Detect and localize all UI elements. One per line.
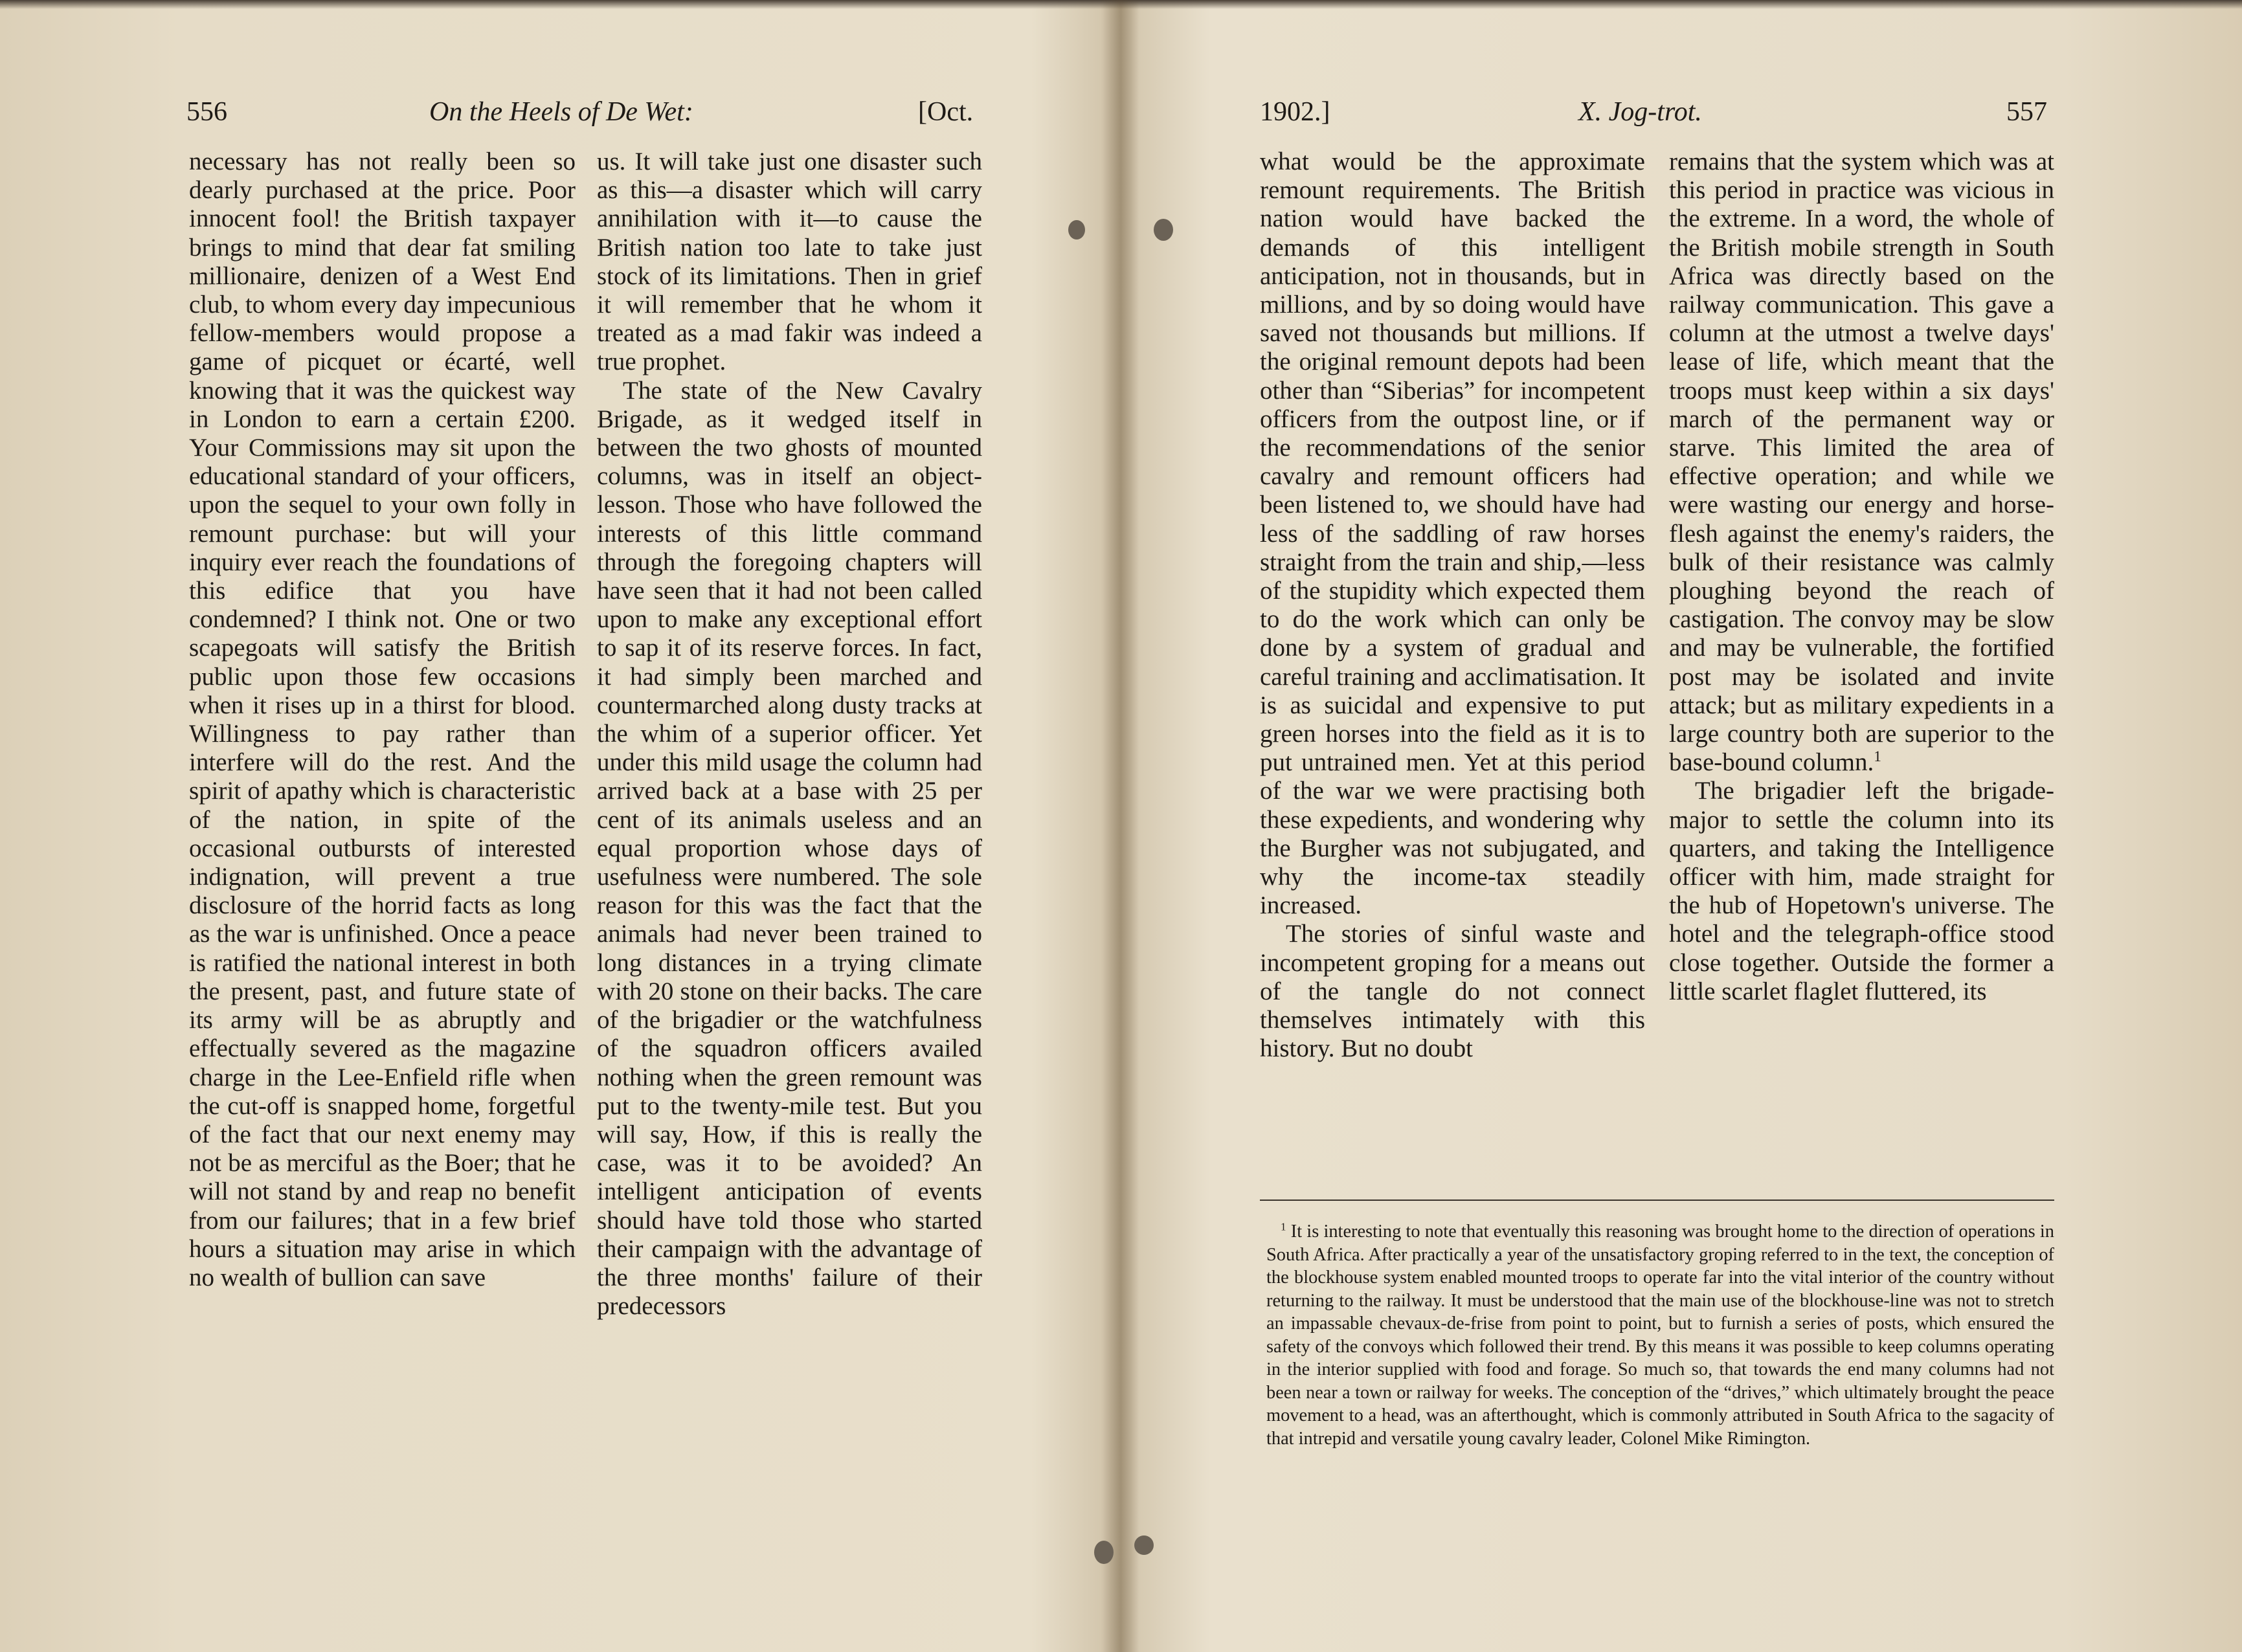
footnote-paragraph [1266,1220,2054,1450]
footnote-rule [1260,1200,2054,1201]
footnote-reference: 1 [1874,748,1881,766]
text-column-1 [1260,148,1645,1064]
paragraph: The state of the New Cavalry Brigade, as it wedged itself in between the two ghosts of mounted columns, was in itself an object-lesson. Those who have followed the interests of this little command through the foregoing chapters will have seen that it had not been called upon to make any exceptional effort to sap it of its reserve forces. In fact, it had simply been marched and countermarched along dusty tracks at the whim of a superior officer. Yet under this mild usage the column had arrived back at a base with 25 per cent of its animals useless and an equal proportion whose days of usefulness were numbered. The sole reason for this was the fact that the animals had never been trained to long distances in a trying climate with 20 stone on their backs. The care of the brigadier or the watchfulness of the squadron officers availed nothing when the green remount was put to the twenty-mile test. But you will say, How, if this is really the case, was it to be avoided? An intelligent anticipation of events should have told those who started their campaign with the advantage of the three months' failure of their predecessors [597,376,982,1321]
text-column-2 [597,148,982,1321]
paragraph: us. It will take just one disaster such as this—a disaster which will carry annihilation with it—to cause the British nation too late to take just stock of its limitations. Then in grief it will remember that he whom it treated as a mad fakir was indeed a true prophet. [597,148,982,376]
running-title: X. Jog-trot. [1578,97,1702,127]
paragraph: The brigadier left the brigade-major to settle the column into its quarters, and taking the Intelligence officer with him, made straight for the hub of Hopetown's universe. The hotel and the telegraph-office stood close together. Outside the former a little scarlet flaglet fluttered, its [1669,777,2054,1005]
footnote-text: It is interesting to note that eventually this reasoning was brought home to the direction of operations in South Africa. After practically a year of the unsatisfactory groping referred to in the text, the conception of the blockhouse system enabled mounted troops to operate far into the vital interior of the country without returning to the railway. It must be understood that the main use of the blockhouse-line was not to stretch an impassable chevaux-de-frise from point to point, but to furnish a series of posts, which ensured the safety of the convoys which followed their trend. By this means it was possible to keep columns operating in the interior supplied with food and forage. So much so, that towards the end many columns had not been near a town or railway for weeks. The conception of the “drives,” which ultimately brought the peace movement to a head, was an afterthought, which is commonly attributed in South Africa to the sagacity of that intrepid and versatile young cavalry leader, Colonel Mike Rimington. [1266,1222,2055,1449]
right-page-header [1121,89,2242,135]
text-column-1 [189,148,576,1292]
paragraph-text: remains that the system which was at this period in practice was vicious in the extreme. In a word, the whole of the British mobile strength in South Africa was directly based on the railway communication. This gave a column at the utmost a twelve days' lease of life, which meant that the troops must keep within a six days' march of the permanent way or starve. This limited the area of effective operation; and while we were wasting our energy and horse-flesh against the enemy's raiders, the bulk of their resistance was calmly ploughing beyond the reach of castigation. The convoy may be slow and may be vulnerable, the fortified post may be isolated and invite attack; but as military expedients in a large country both are superior to the base-bound column. [1669,148,2054,777]
footnote-marker: 1 [1281,1220,1286,1233]
paragraph: what would be the approximate remount requirements. The British nation would have backed the demands of this intelligent anticipation, not in thousands, but in millions, and by so doing would have saved not thousands but millions. If the original remount depots had been other than “Siberias” for incompetent officers from the outpost line, or if the recommendations of the senior cavalry and remount officers had been listened to, we should have had less of the saddling of raw horses straight from the train and ship,—less of the stupidity which expected them to do the work which can only be done by a system of gradual and careful training and acclimatisation. It is as suicidal and expensive to put green horses into the field as it is to put untrained men. Yet at this period of the war we were practising both these expedients, and wondering why the Burgher was not subjugated, and why the income-tax steadily increased. [1260,148,1645,920]
paragraph: The stories of sinful waste and incompetent groping for a means out of the tangle do not connect themselves intimately with this history. But no doubt [1260,920,1645,1063]
footnote [1266,1220,2054,1450]
paragraph [1669,148,2054,777]
date-mark: 1902.] [1260,97,1330,127]
left-page-header [0,89,1121,135]
paragraph: necessary has not really been so dearly purchased at the price. Poor innocent fool! the British taxpayer brings to mind that dear fat smiling millionaire, denizen of a West End club, to whom every day impecunious fellow-members would propose a game of picquet or écarté, well knowing that it was the quickest way in London to earn a certain £200. Your Commissions may sit upon the educational standard of your officers, upon the sequel to your own folly in remount purchase: but will your inquiry ever reach the foundations of this edifice that you have condemned? I think not. One or two scapegoats will satisfy the British public upon those few occasions when it rises up in a thirst for blood. Willingness to pay rather than interfere will do the rest. And the spirit of apathy which is characteristic of the nation, in spite of the occasional outbursts of interested indignation, will prevent a true disclosure of the horrid facts as long as the war is unfinished. Once a peace is ratified the national interest in both the present, past, and future state of its army will be as abruptly and effectually severed as the magazine charge in the Lee-Enfield rifle when the cut-off is snapped home, forgetful of the fact that our next enemy may not be as merciful as the Boer; that he will not stand by and reap no benefit from our failures; that in a few brief hours a situation may arise in which no wealth of bullion can save [189,148,576,1291]
page-number: 557 [2006,97,2047,127]
running-title: On the Heels of De Wet: [429,97,693,127]
date-mark: [Oct. [918,97,974,127]
right-page [1121,0,2242,1652]
page-number: 556 [186,97,227,127]
text-column-2 [1669,148,2054,1006]
